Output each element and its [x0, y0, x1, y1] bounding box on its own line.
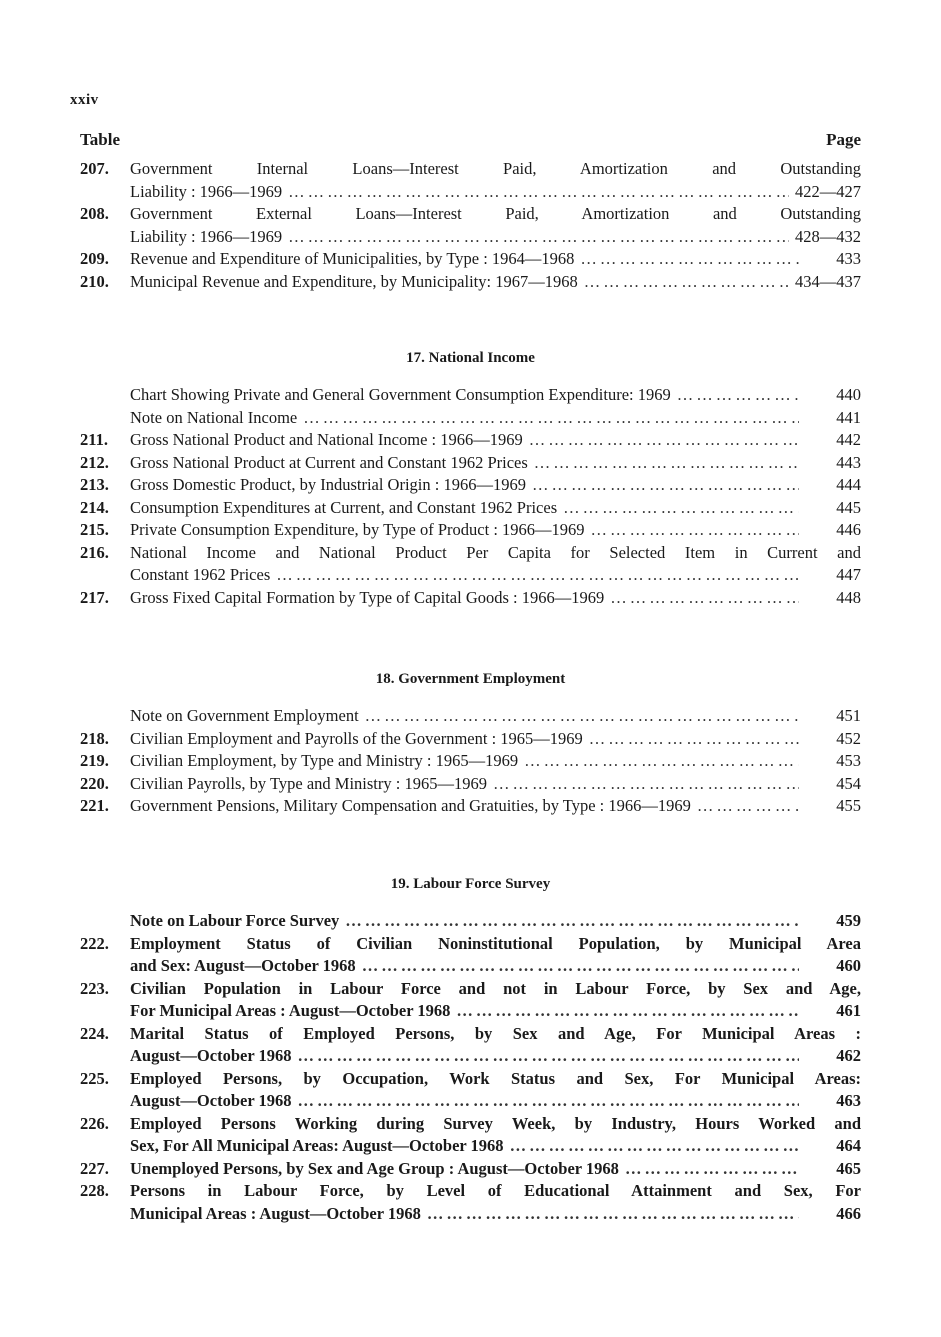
page-reference: 448 — [836, 587, 861, 607]
entry-title: Note on Labour Force Survey — [130, 911, 340, 930]
leader-dots — [589, 728, 799, 751]
entry-title-line: Employment Status of Civilian Noninstitutional Population, by Municipal Area — [130, 933, 861, 953]
leader-dots — [298, 1090, 800, 1113]
table-number: 212. — [80, 452, 109, 472]
entry-title-line: National Income and National Product Per Capita for Selected Item in Current and — [130, 542, 861, 562]
toc-entry-224 — [80, 1023, 861, 1068]
page-reference: 441 — [836, 407, 861, 427]
leader-dots — [365, 705, 799, 728]
toc-entry-214 — [80, 497, 861, 520]
section-heading: 19. Labour Force Survey — [390, 876, 551, 892]
toc-entry-223 — [80, 978, 861, 1023]
entry-title: Note on Government Employment — [130, 706, 359, 725]
entry-title-line: Persons in Labour Force, by Level of Educational Attainment and Sex, For — [130, 1181, 861, 1200]
page-reference: 443 — [836, 452, 861, 472]
leader-dots — [456, 1000, 799, 1023]
table-number: 220. — [80, 773, 109, 793]
page-reference: 446 — [836, 520, 861, 539]
page-reference: 428—432 — [795, 226, 861, 246]
leader-dots — [584, 271, 789, 294]
leader-dots — [534, 452, 799, 475]
entry-title: Private Consumption Expenditure, by Type of Product : 1966—1969 — [130, 520, 585, 539]
entry-title-line: Employed Persons, by Occupation, Work Status and Sex, For Municipal Areas: — [130, 1068, 861, 1088]
page-reference: 452 — [836, 728, 861, 748]
section-heading: 17. National Income — [406, 350, 535, 366]
page-reference: 433 — [836, 249, 861, 268]
table-number: 207. — [80, 159, 109, 178]
page-reference: 464 — [836, 1136, 861, 1155]
page-reference: 455 — [836, 796, 861, 815]
leader-dots — [532, 474, 799, 497]
page-column-header: Page — [826, 130, 861, 149]
page-reference: 451 — [836, 706, 861, 725]
entry-title: Consumption Expenditures at Current, and Constant 1962 Prices — [130, 497, 558, 517]
leader-dots — [288, 181, 789, 204]
leader-dots — [591, 519, 799, 542]
leader-dots — [303, 407, 799, 430]
leader-dots — [276, 564, 799, 587]
toc-entry-213 — [80, 474, 861, 497]
table-number: 221. — [80, 796, 109, 815]
toc-entry-222 — [80, 933, 861, 978]
table-number: 218. — [80, 728, 109, 748]
entry-title: Municipal Areas : August—October 1968 — [130, 1203, 421, 1223]
toc-entry-215 — [80, 519, 861, 542]
toc-entry-226 — [80, 1113, 861, 1158]
page-reference: 453 — [836, 751, 861, 770]
entry-title: Unemployed Persons, by Sex and Age Group : August—October 1968 — [130, 1158, 619, 1178]
section-heading: 18. Government Employment — [375, 671, 566, 687]
leader-dots — [529, 429, 799, 452]
page-reference: 442 — [836, 430, 861, 449]
entry-title: Note on National Income — [130, 407, 298, 427]
toc-entry-209 — [80, 248, 861, 271]
toc-entry-228 — [80, 1180, 861, 1225]
page-reference: 462 — [836, 1046, 861, 1065]
toc-note-entry — [80, 910, 861, 933]
entry-title: Civilian Payrolls, by Type and Ministry : 1965—1969 — [130, 773, 487, 793]
toc-entry-225 — [80, 1068, 861, 1113]
entry-title: August—October 1968 — [130, 1091, 292, 1110]
table-number: 216. — [80, 542, 109, 562]
table-number: 223. — [80, 978, 109, 998]
toc-entry-212 — [80, 452, 861, 475]
table-column-header: Table — [80, 130, 121, 149]
entry-title: August—October 1968 — [130, 1046, 292, 1065]
table-number: 213. — [80, 475, 109, 494]
table-number: 217. — [80, 587, 109, 607]
entry-title: Civilian Employment, by Type and Ministry : 1965—1969 — [130, 751, 519, 770]
entry-title: Gross Domestic Product, by Industrial Origin : 1966—1969 — [130, 475, 526, 494]
table-number: 211. — [80, 430, 108, 449]
page-reference: 447 — [836, 565, 861, 584]
entry-title: Gross Fixed Capital Formation by Type of Capital Goods : 1966—1969 — [130, 587, 605, 607]
leader-dots — [524, 750, 799, 773]
entry-title-line: Government External Loans—Interest Paid, Amortization and Outstanding — [130, 204, 861, 223]
toc-entry-210 — [80, 271, 861, 294]
leader-dots — [510, 1135, 799, 1158]
page-reference: 445 — [836, 497, 861, 517]
leader-dots — [563, 497, 799, 520]
table-number: 228. — [80, 1181, 109, 1200]
page-reference: 463 — [836, 1091, 861, 1110]
page-reference: 465 — [836, 1158, 861, 1178]
roman-page-number: xxiv — [70, 92, 99, 108]
entry-title: Government Pensions, Military Compensation and Gratuities, by Type : 1966—1969 — [130, 796, 691, 815]
table-number: 225. — [80, 1068, 109, 1088]
leader-dots — [677, 384, 799, 407]
leader-dots — [493, 773, 799, 796]
toc-entry-207 — [80, 158, 861, 203]
table-number: 214. — [80, 497, 109, 517]
table-number: 219. — [80, 751, 109, 770]
leader-dots — [580, 248, 799, 271]
table-number: 215. — [80, 520, 109, 539]
page-reference: 454 — [836, 773, 861, 793]
toc-note-entry — [80, 407, 861, 430]
table-number: 224. — [80, 1023, 109, 1043]
entry-title: Chart Showing Private and General Government Consumption Expenditure: 1969 — [130, 385, 671, 404]
page-reference: 434—437 — [795, 271, 861, 291]
entry-title: Revenue and Expenditure of Municipalities, by Type : 1964—1968 — [130, 249, 575, 268]
toc-entry-211 — [80, 429, 861, 452]
toc-entry-227 — [80, 1158, 861, 1181]
page-reference: 466 — [836, 1203, 861, 1223]
page-reference: 461 — [836, 1001, 861, 1020]
toc-entry-220 — [80, 773, 861, 796]
entry-title-line: Marital Status of Employed Persons, by Sex and Age, For Municipal Areas : — [130, 1023, 861, 1043]
leader-dots — [345, 910, 799, 933]
leader-dots — [362, 955, 799, 978]
toc-entry-219 — [80, 750, 861, 773]
leader-dots — [288, 226, 789, 249]
entry-title: Liability : 1966—1969 — [130, 226, 283, 246]
table-number: 226. — [80, 1113, 109, 1133]
table-number: 210. — [80, 271, 109, 291]
leader-dots — [610, 587, 799, 610]
entry-title-line: Employed Persons Working during Survey Week, by Industry, Hours Worked and — [130, 1113, 861, 1133]
toc-note-entry — [80, 705, 861, 728]
entry-title: Municipal Revenue and Expenditure, by Municipality: 1967—1968 — [130, 271, 578, 291]
page-reference: 440 — [836, 385, 861, 404]
table-number: 227. — [80, 1158, 109, 1178]
entry-title: For Municipal Areas : August—October 1968 — [130, 1001, 451, 1020]
toc-entry-221 — [80, 795, 861, 818]
entry-title-line: Civilian Population in Labour Force and not in Labour Force, by Sex and Age, — [130, 978, 861, 998]
leader-dots — [697, 795, 799, 818]
toc-note-entry — [80, 384, 861, 407]
entry-title: and Sex: August—October 1968 — [130, 956, 356, 975]
page-reference: 459 — [836, 911, 861, 930]
page-reference: 422—427 — [795, 181, 861, 201]
entry-title: Civilian Employment and Payrolls of the Government : 1965—1969 — [130, 728, 583, 748]
entry-title: Liability : 1966—1969 — [130, 181, 283, 201]
toc-entry-208 — [80, 203, 861, 248]
entry-title: Gross National Product at Current and Constant 1962 Prices — [130, 452, 528, 472]
entry-title: Gross National Product and National Income : 1966—1969 — [130, 430, 523, 449]
table-number: 209. — [80, 249, 109, 268]
toc-entry-218 — [80, 728, 861, 751]
table-number: 208. — [80, 204, 109, 223]
leader-dots — [298, 1045, 800, 1068]
toc-entry-217 — [80, 587, 861, 610]
leader-dots — [427, 1203, 799, 1226]
page-reference: 444 — [836, 475, 861, 494]
page-reference: 460 — [836, 956, 861, 975]
entry-title: Sex, For All Municipal Areas: August—October 1968 — [130, 1136, 504, 1155]
leader-dots — [625, 1158, 799, 1181]
toc-entry-216 — [80, 542, 861, 587]
table-number: 222. — [80, 933, 109, 953]
entry-title: Constant 1962 Prices — [130, 565, 271, 584]
entry-title-line: Government Internal Loans—Interest Paid, Amortization and Outstanding — [130, 159, 861, 178]
